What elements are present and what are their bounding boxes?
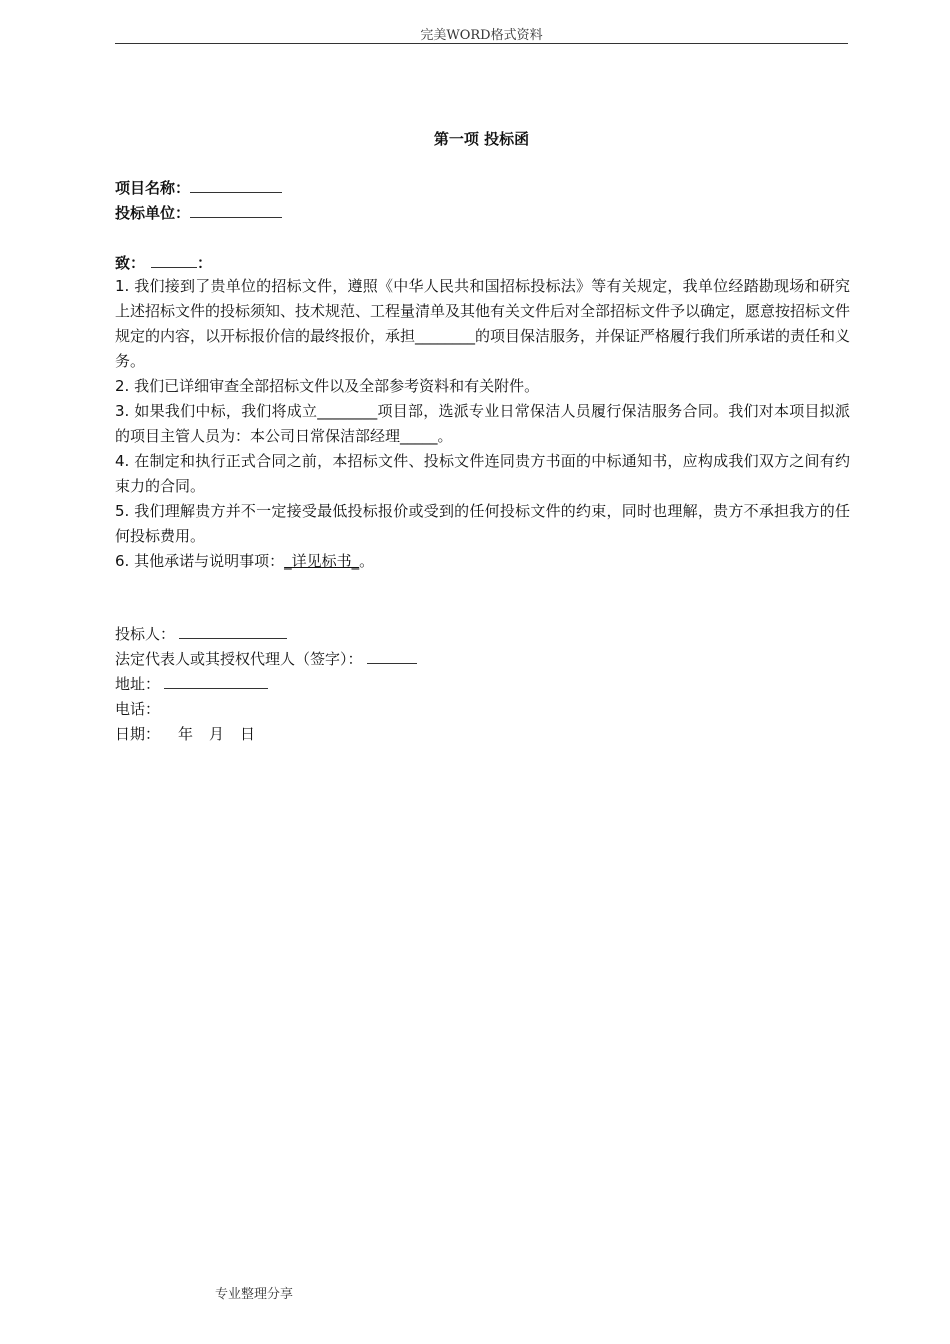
bidder-unit-blank [190, 203, 282, 218]
letter-body [115, 274, 850, 574]
project-name-label: 项目名称： [115, 179, 191, 197]
bidder-blank [179, 624, 287, 639]
page-header [115, 18, 848, 44]
letter-item-2: 2. 我们已详细审查全部招标文件以及全部参考资料和有关附件。 [115, 377, 540, 395]
signature-date [115, 722, 255, 747]
letter-item-5: 5. 我们理解贵方并不一定接受最低投标报价或受到的任何投标文件的约束，同时也理解，贵方不承担我方的任何投标费用。 [115, 502, 850, 545]
salutation-blank [151, 253, 197, 268]
signature-bidder [115, 622, 287, 647]
legal-rep-label: 法定代表人或其授权代理人（签字）： [115, 650, 363, 668]
phone-label: 电话： [115, 700, 161, 718]
date-month: 月 [209, 725, 225, 743]
letter-item-4: 4. 在制定和执行正式合同之前，本招标文件、投标文件连同贵方书面的中标通知书，应构成我们双方之间有约束力的合同。 [115, 452, 850, 495]
bidder-unit-field [115, 202, 282, 223]
header-text: 完美WORD格式资料 [420, 28, 543, 43]
letter-item-1: 1. 我们接到了贵单位的招标文件，遵照《中华人民共和国招标投标法》等有关规定，我单位经踏勘现场和研究上述招标文件的投标须知、技术规范、工程量清单及其他有关文件后对全部招标文件予以确定，愿意按招标文件规定的内容，以开标报价信的最终报价，承担________的项目保洁服务，并保证严格履行我们所承诺的责任和义务。 [115, 277, 851, 370]
salutation-colon: ： [197, 254, 213, 272]
bidder-unit-label: 投标单位： [115, 204, 191, 222]
salutation-to: 致： [115, 254, 146, 272]
project-name-blank [190, 178, 282, 193]
item6-value: _详见标书_ [284, 552, 360, 570]
signature-legal-rep [115, 647, 417, 672]
page-footer: 专业整理分享 [215, 1287, 294, 1302]
signature-address [115, 672, 268, 697]
date-label: 日期： [115, 725, 161, 743]
address-blank [164, 674, 268, 689]
document-title: 第一项 投标函 [433, 130, 530, 148]
address-label: 地址： [115, 675, 161, 693]
bidder-label: 投标人： [115, 625, 176, 643]
signature-phone [115, 697, 160, 722]
date-year: 年 [178, 725, 194, 743]
project-name-field [115, 177, 282, 198]
date-day: 日 [240, 725, 256, 743]
legal-rep-blank [367, 649, 417, 664]
letter-item-3: 3. 如果我们中标，我们将成立________项目部，选派专业日常保洁人员履行保洁服务合同。我们对本项目拟派的项目主管人员为：本公司日常保洁部经理_____。 [115, 402, 850, 445]
item6-prefix: 6. 其他承诺与说明事项： [115, 552, 285, 570]
item6-suffix: 。 [359, 552, 375, 570]
salutation [115, 252, 212, 273]
letter-item-6 [115, 549, 850, 574]
